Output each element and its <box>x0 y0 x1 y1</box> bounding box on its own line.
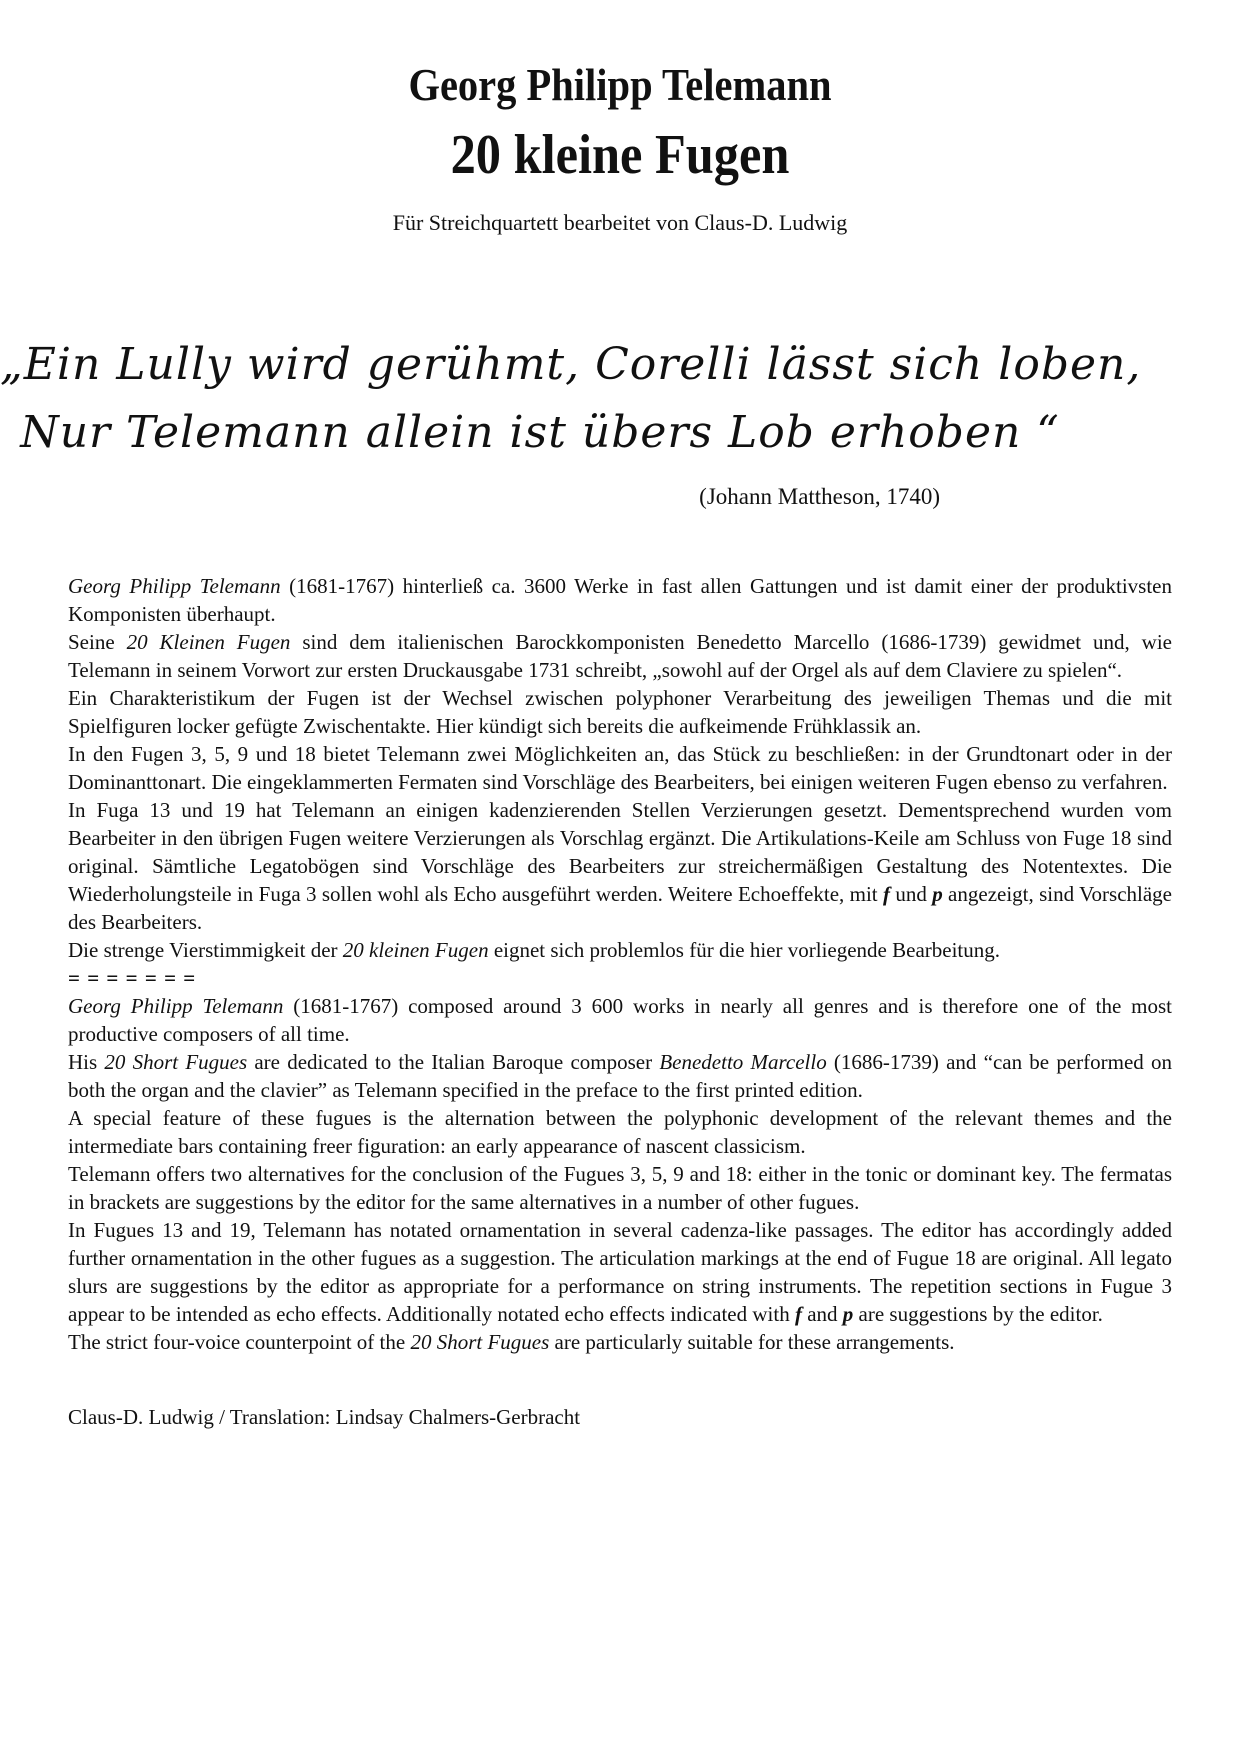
italic-work-name: 20 kleinen Fugen <box>342 938 489 963</box>
composer-title: Georg Philipp Telemann <box>408 60 832 110</box>
section-separator: = = = = = = = <box>68 966 197 991</box>
paragraph-german-4: In Fuga 13 und 19 hat Telemann an einigen kadenzierenden Stellen Verzierungen gesetzt. Dementsprechend wurden vom Bearbeiter in den übrigen Fugen weitere Verzierungen als Vorschlag ergänzt. Die Artikulations-Keile am Schluss von Fuge 18 sind original. Sämtliche Legatobögen sind Vorschläge des Bearbeiters zur streichermäßigen Gestaltung des Notentextes. Die Wiederholungsteile in Fuga 3 sollen wohl als Echo ausgeführt werden. Weitere Echoeffekte, mit f und p angezeigt, sind Vorschläge des Bearbeiters. <box>68 798 1173 935</box>
epigraph-line-1: „Ein Lully wird gerühmt, Corelli lässt sich loben, <box>0 338 1142 390</box>
paragraph-german-1: Georg Philipp Telemann (1681-1767) hinterließ ca. 3600 Werke in fast allen Gattungen und ist damit einer der produktivsten Komponisten überhaupt. Seine 20 Kleinen Fugen sind dem italienischen Barockkomponisten Benedetto Marcello (1686-1739) gewidmet und, wie Telemann in seinem Vorwort zur ersten Druckausgabe 1731 schreibt, „sowohl auf der Orgel als auf dem Claviere zu spielen“. <box>68 574 1173 683</box>
italic-work-name: 20 Kleinen Fugen <box>126 630 291 655</box>
dynamic-piano: p <box>932 882 943 907</box>
body-text <box>68 572 1172 1356</box>
italic-dedicatee-name: Benedetto Marcello <box>659 1050 827 1075</box>
paragraph-german-2: Ein Charakteristikum der Fugen ist der Wechsel zwischen polyphoner Verarbeitung des jeweiligen Themas und die mit Spielfiguren locker gefügte Zwischentakte. Hier kündigt sich bereits die aufkeimende Frühklassik an. <box>68 686 1172 739</box>
italic-composer-name: Georg Philipp Telemann <box>68 574 281 599</box>
paragraph-english-3: Telemann offers two alternatives for the conclusion of the Fugues 3, 5, 9 and 18: either in the tonic or dominant key. The fermatas in brackets are suggestions by the editor for the same alternatives in a number of other fugues. <box>68 1162 1172 1215</box>
paragraph-english-4: In Fugues 13 and 19, Telemann has notated ornamentation in several cadenza-like passages. The editor has accordingly added further ornamentation in the other fugues as a suggestion. The articulation markings at the end of Fugue 18 are original. All legato slurs are suggestions by the editor as appropriate for a performance on string instruments. The repetition sections in Fugue 3 appear to be intended as echo effects. Additionally notated echo effects indicated with f and p are suggestions by the editor. <box>68 1218 1172 1327</box>
paragraph-english-2: A special feature of these fugues is the alternation between the polyphonic development of the relevant themes and the intermediate bars containing freer figuration: an early appearance of nascent classicism. <box>68 1106 1172 1159</box>
dynamic-piano: p <box>842 1302 854 1327</box>
epigraph-quote <box>0 331 1142 467</box>
italic-work-name: 20 Short Fugues <box>104 1050 248 1075</box>
paragraph-english-5: The strict four-voice counterpoint of the 20 Short Fugues are particularly suitable for these arrangements. <box>68 1330 955 1355</box>
paragraph-german-3: In den Fugen 3, 5, 9 und 18 bietet Telemann zwei Möglichkeiten an, das Stück zu beschließen: in der Grundtonart oder in der Dominanttonart. Die eingeklammerten Fermaten sind Vorschläge des Bearbeiters, bei einigen weiteren Fugen ebenso zu verfahren. <box>68 742 1172 795</box>
editor-translator-credit: Claus-D. Ludwig / Translation: Lindsay Chalmers-Gerbracht <box>68 1405 581 1430</box>
arranger-byline: Für Streichquartett bearbeitet von Claus-D. Ludwig <box>392 210 848 236</box>
dynamic-forte: f <box>883 882 890 907</box>
work-title: 20 kleine Fugen <box>450 123 790 186</box>
quote-attribution: (Johann Mattheson, 1740) <box>699 483 940 509</box>
paragraph-german-5: Die strenge Vierstimmigkeit der 20 kleinen Fugen eignet sich problemlos für die hier vorliegende Bearbeitung. <box>68 938 1001 963</box>
epigraph-line-2: Nur Telemann allein ist übers Lob erhoben “ <box>20 406 1060 458</box>
paragraph-english-1: Georg Philipp Telemann (1681-1767) composed around 3 600 works in nearly all genres and is therefore one of the most productive composers of all time. His 20 Short Fugues are dedicated to the Italian Baroque composer Benedetto Marcello (1686-1739) and “can be performed on both the organ and the clavier” as Telemann specified in the preface to the first printed edition. <box>68 994 1173 1103</box>
italic-work-name: 20 Short Fugues <box>410 1330 550 1355</box>
italic-composer-name: Georg Philipp Telemann <box>68 994 284 1019</box>
dynamic-forte: f <box>794 1302 802 1327</box>
